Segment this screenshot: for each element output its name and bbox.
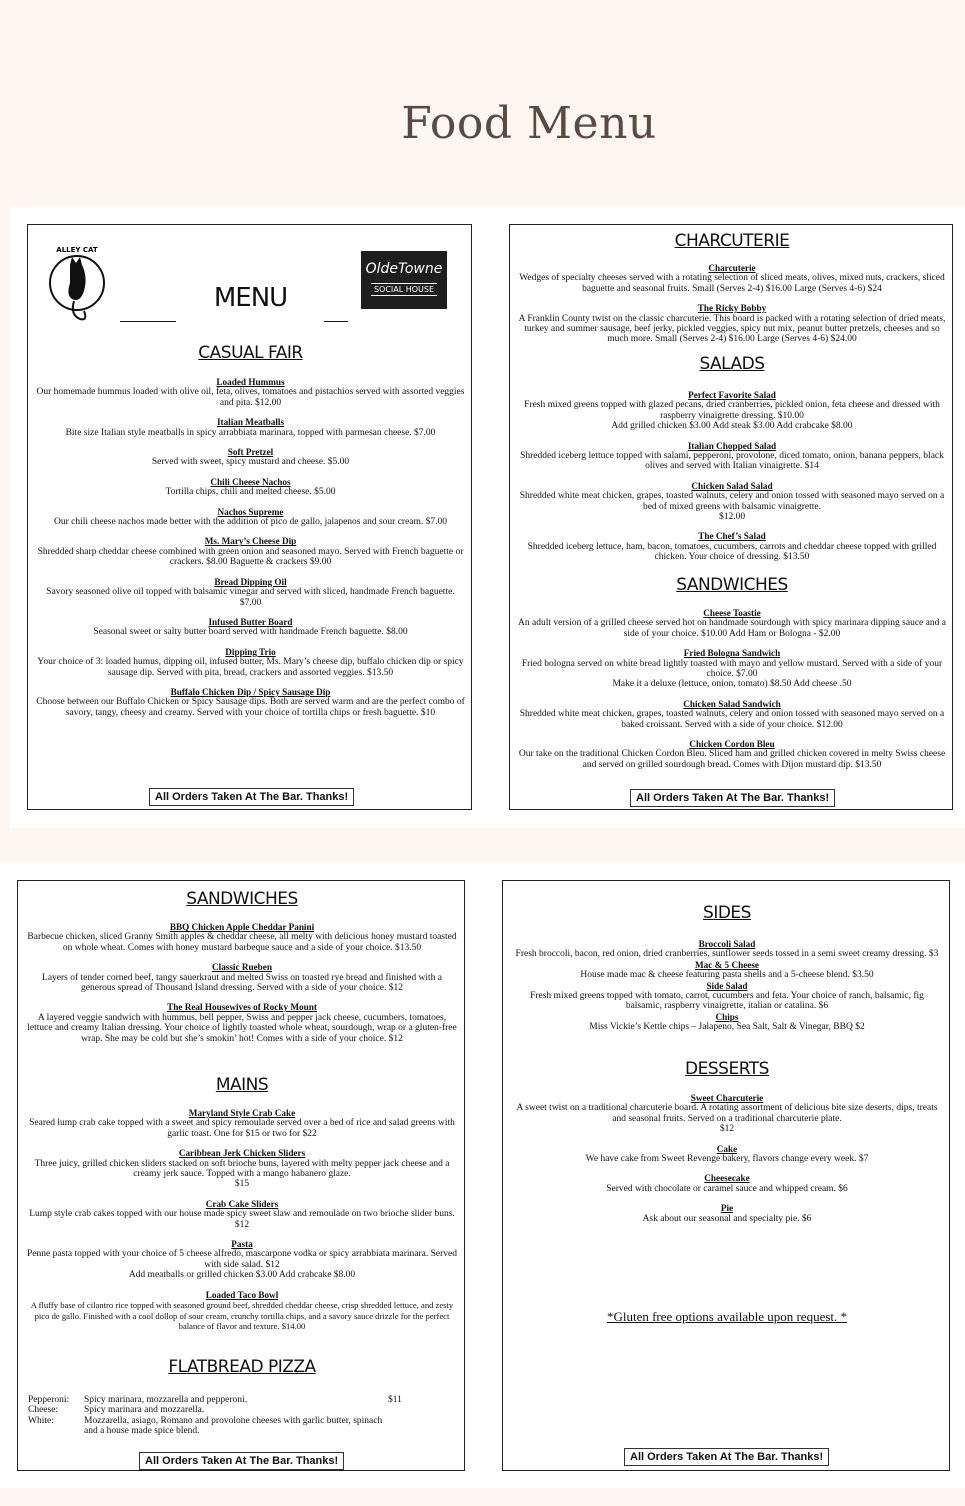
list-item [28,617,472,638]
list-item [503,1144,950,1165]
item-name: The Ricky Bobby [697,303,767,314]
list-item [503,1203,950,1224]
item-name: Fried Bologna Sandwich [683,648,781,659]
pizza-desc: Spicy marinara, mozzarella and pepperoni. [84,1395,248,1405]
orders-notice: All Orders Taken At The Bar. Thanks! [139,1452,344,1470]
section-mains: MAINS [215,1075,269,1095]
item-extra: $12.00 [718,512,746,523]
item-desc: Barbecue chicken, sliced Granny Smith apples & cheddar cheese, all melty with delicious honey mustard toasted on whole wheat. Comes with honey mustard barbeque sauce and a side of your choice. $13.50 [27,932,457,953]
list-item [28,1395,448,1405]
item-name: Cheesecake [704,1173,750,1184]
item-extra: $15 [234,1179,250,1190]
pizza-name: Cheese: [28,1405,59,1416]
item-name: Chili Cheese Nachos [210,476,291,487]
item-name: Nachos Supreme [217,506,284,517]
list-item [503,981,950,1012]
pizza-desc: Mozzarella, asiago, Romano and provolone cheeses with garlic butter, spinach and a house made spice blend. [84,1415,383,1437]
list-item [28,647,472,678]
item-name: Cheese Toastie [703,608,761,618]
item-desc: Served with chocolate or caramel sauce and whipped cream. $6 [606,1183,848,1194]
sandwiches-list [18,922,465,1044]
olde-towne-logo-line1: OldeTowne [365,261,443,277]
pizza-desc: Spicy marinara and mozzarella. [84,1405,205,1416]
list-item [510,648,953,690]
item-name: The Real Housewives of Rocky Mount [167,1002,317,1013]
list-item [510,481,953,523]
list-item [18,1199,465,1230]
gluten-free-note: *Gluten free options available upon request. * [606,1309,848,1324]
item-desc: Served with sweet, spicy mustard and cheese. $5.00 [151,457,350,468]
item-desc: A Franklin County twist on the classic charcuterie. This board is packed with a rotating selection of dried meats, turkey and summer sausage, beef jerky, pickled veggies, spicy nut mix, peanut butter pretzels, cheeses and so much more. Small (Serves 2-4) $16.00 Large (Serves 4-6) $24.00 [518,313,946,345]
list-item [510,303,953,345]
list-item [18,1108,465,1139]
menu-page-sandwiches-mains-pizza [17,880,465,1471]
list-item [510,699,953,730]
item-desc: Tortilla chips, chili and melted cheese. $5.00 [165,487,336,498]
section-desserts: DESSERTS [685,1059,769,1079]
menu-page-casual-fair [27,224,472,810]
item-name: Side Salad [706,980,748,991]
item-name: Chicken Salad Sandwich [683,698,781,709]
orders-notice: All Orders Taken At The Bar. Thanks! [149,788,354,806]
list-item [28,477,472,498]
item-desc: Ask about our seasonal and specialty pie. $6 [642,1213,812,1224]
item-desc: We have cake from Sweet Revenge bakery, flavors change every week. $7 [585,1154,869,1165]
list-item [503,1012,950,1033]
list-item [510,390,953,432]
list-item [510,608,953,639]
list-item [28,1416,448,1437]
olde-towne-logo-line2: SOCIAL HOUSE [371,283,437,296]
list-item [28,507,472,528]
list-item [510,441,953,472]
item-name: Buffalo Chicken Dip / Spicy Sausage Dip [170,686,331,697]
item-desc: Shredded sharp cheddar cheese combined with green onion and seasoned mayo. Served with French baguette or crackers. $8.00 Baguette & crackers $9.00 [37,546,464,568]
menu-heading-rule-right [324,321,348,322]
item-name: Charcuterie [708,263,756,273]
list-item [503,960,950,981]
list-item [28,687,472,718]
item-desc: Fresh mixed greens topped with tomato, carrot, cucumbers and feta. Your choice of ranch, balsamic, fig balsamic, raspberry vinaigrette, italian or catalina. $6 [530,991,924,1012]
item-name: Soft Pretzel [227,447,274,458]
item-desc: A fluffy base of cilantro rice topped with seasoned ground beef, shredded cheddar cheese, crisp shredded lettuce, and zesty pico de gallo. Finished with a cool dollop of sour cream, crunchy tortilla chips, and a savory sauce drizzle for the perfect balance of flavor and texture. $14.00 [30,1300,454,1331]
item-desc: Choose between our Buffalo Chicken or Spicy Sausage dips. Both are served warm and are the perfect combo of savory, tangy, cheesy and creamy. Served with your choice of tortilla chips or fresh baguette. $10 [36,697,465,718]
item-name: Italian Chopped Salad [687,440,777,451]
item-desc: Three juicy, grilled chicken sliders stacked on soft brioche buns, layered with melty pepper jack cheese and a creamy jerk sauce. Topped with a mango habanero glaze. [34,1158,450,1180]
item-extra: Make it a deluxe (lettuce, onion, tomato) $8.50 Add cheese .50 [612,679,852,690]
item-name: Classic Rueben [212,962,272,973]
list-item [18,922,465,953]
item-desc: Fresh broccoli, bacon, red onion, dried cranberries, sunflower seeds tossed in a semi sweet creamy dressing. $3 [515,949,939,960]
pizza-name: White: [28,1415,54,1426]
item-desc: A sweet twist on a traditional charcuterie board. A rotating assortment of delicious bite size deserts, dips, treats and seasonal fruits. Served on a traditional charcuterie plate. [516,1103,938,1124]
item-name: Mac & 5 Cheese [694,959,760,970]
page-title: Food Menu [401,98,657,149]
item-name: Sweet Charcuterie [690,1093,764,1103]
desserts-list [503,1093,950,1224]
list-item [28,577,472,608]
item-desc: Shredded white meat chicken, grapes, toasted walnuts, celery and onion tossed with seasoned mayo served on a bed of mixed greens with balsamic vinaigrette. [519,491,945,512]
orders-notice: All Orders Taken At The Bar. Thanks! [624,1448,829,1466]
item-name: Chicken Cordon Bleu [689,739,775,750]
item-name: Cake [716,1143,738,1154]
list-item [510,739,953,770]
section-sandwiches: SANDWICHES [186,889,298,909]
item-desc: Savory seasoned olive oil topped with balsamic vinegar and served with sliced, handmade French baguette. $7.00 [46,587,455,608]
svg-text:ALLEY CAT: ALLEY CAT [56,246,98,254]
item-desc: Miss Vickie’s Kettle chips – Jalapeno, Sea Salt, Salt & Vinegar, BBQ $2 [589,1022,865,1033]
item-desc: Lump style crab cakes topped with our house made spicy sweet slaw and remoulade on two brioche slider buns. $12 [29,1209,455,1230]
list-item [28,377,472,408]
list-item [503,939,950,960]
item-extra: $12 [719,1124,735,1135]
orders-notice: All Orders Taken At The Bar. Thanks! [630,789,835,807]
section-casual-fair: CASUAL FAIR [198,343,303,363]
item-desc: Fried bologna served on white bread lightly toasted with mayo and yellow mustard. Served with a side of your choice. $7.00 [521,658,943,680]
sandwiches-list [510,608,953,770]
item-name: Chicken Salad Salad [691,480,773,491]
item-desc: Our take on the traditional Chicken Cordon Bleu. Sliced ham and grilled chicken covered in melty Swiss cheese and served on grilled sourdough bread. Comes with Dijon mustard dip. $13.50 [518,749,946,770]
item-desc: House made mac & cheese featuring pasta shells and a 5-cheese blend. $3.50 [580,970,874,981]
item-name: Chips [715,1011,739,1022]
item-desc: Seared lump crab cake topped with a sweet and spicy remoulade served over a bed of rice and salad greens with garlic toast. One for $15 or two for $22 [29,1118,455,1139]
item-name: Maryland Style Crab Cake [188,1108,296,1118]
list-item [28,417,472,438]
list-item [503,1173,950,1194]
sides-list [503,939,950,1033]
item-desc: Layers of tender corned beef, tangy sauerkraut and melted Swiss on toasted rye bread and finished with a generous spread of Thousand Island dressing. Served with a side of your choice. $12 [42,972,442,994]
item-desc: Penne pasta topped with your choice of 5 cheese alfredo, mascarpone vodka or spicy arrabbiata marinara. Served with side salad. $12 [27,1249,457,1270]
charcuterie-list [510,263,953,345]
item-desc: Shredded white meat chicken, grapes, toasted walnuts, celery and onion tossed with seasoned mayo served on a baked croissant. Served with a side of your choice. $12.00 [519,709,945,730]
item-desc: Fresh mixed greens topped with glazed pecans, dried cranberries, pickled onion, feta cheese and dressed with raspberry vinaigrette dressing. $10.00 [524,400,940,421]
section-sides: SIDES [703,903,751,923]
item-extra: Add grilled chicken $3.00 Add steak $3.00 Add crabcake $8.00 [611,421,853,432]
menu-page-charcuterie-salads-sandwiches [509,224,953,810]
item-name: Loaded Hummus [216,377,285,387]
list-item [18,1148,465,1190]
pizza-price [388,1416,448,1437]
item-desc: Your choice of 3: loaded humus, dipping oil, infused butter, Ms. Mary’s cheese dip, buffalo chicken dip or spicy sausage dip. Served with pita, bread, crackers and assorted veggies. $13.50 [37,657,464,678]
list-item [28,1405,448,1415]
list-item [503,1093,950,1135]
list-item [18,962,465,993]
casual-fair-list [28,377,472,727]
list-item [28,536,472,567]
item-desc: Bite size Italian style meatballs in spicy arrabbiata marinara, topped with parmesan cheese. $7.00 [65,427,436,438]
item-name: Italian Meatballs [216,417,285,428]
section-flatbread-pizza: FLATBREAD PIZZA [168,1357,316,1377]
pizza-price: $11 [388,1395,402,1405]
item-name: BBQ Chicken Apple Cheddar Panini [169,922,315,932]
list-item [18,1290,465,1332]
item-name: Bread Dipping Oil [214,576,287,587]
pizza-name: Pepperoni: [28,1395,70,1405]
item-name: Loaded Taco Bowl [205,1289,279,1300]
item-desc: An adult version of a grilled cheese served hot on handmade sourdough with spicy marinara dipping sauce and a side of your choice. $10.00 Add Ham or Bologna - $2.00 [518,618,946,639]
menu-heading: MENU [213,283,288,313]
list-item [510,263,953,294]
item-name: Ms. Mary’s Cheese Dip [204,536,297,547]
item-name: Pie [720,1203,734,1214]
item-desc: Shredded iceberg lettuce, ham, bacon, tomatoes, cucumbers, carrots and cheddar cheese topped with grilled chicken. Your choice of dressing. $13.50 [527,541,937,563]
item-extra: Add meatballs or grilled chicken $3.00 Add crabcake $8.00 [128,1270,356,1281]
list-item [28,447,472,468]
mains-list [18,1108,465,1331]
list-item [18,1239,465,1281]
item-name: Perfect Favorite Salad [688,390,776,400]
item-desc: Our homemade hummus loaded with olive oil, feta, olives, tomatoes and pistachios served with assorted veggies and pita. $12.00 [36,387,465,408]
item-name: Pasta [231,1239,253,1250]
pizza-price [388,1405,448,1415]
section-charcuterie: CHARCUTERIE [674,231,790,251]
list-item [18,1002,465,1044]
item-name: Infused Butter Board [208,616,293,627]
item-name: Crab Cake Sliders [205,1198,279,1209]
list-item [510,531,953,562]
section-salads: SALADS [699,354,765,374]
item-name: Broccoli Salad [698,939,756,949]
item-desc: A layered veggie sandwich with hummus, bell pepper, Swiss and pepper jack cheese, cucumbers, tomatoes, lettuce and creamy Italian dressing. Your choice of lightly toasted whole wheat, sourdough, wrap or a gluten-free wrap. She may be cold but she’s smokin’ hot! Comes with a side of your choice. $12 [27,1012,457,1044]
section-sandwiches: SANDWICHES [676,575,788,595]
item-desc: Our chili cheese nachos made better with the addition of pico de gallo, jalapenos and sour cream. $7.00 [53,517,448,528]
menu-heading-rule-left [120,321,176,322]
item-name: Dipping Trio [225,646,276,657]
salads-list [510,390,953,563]
pizza-list [28,1395,448,1437]
item-desc: Seasonal sweet or salty butter board served with handmade French baguette. $8.00 [93,627,408,638]
item-name: Caribbean Jerk Chicken Sliders [178,1148,306,1159]
item-desc: Shredded iceberg lettuce topped with salami, pepperoni, provolone, diced tomato, onion, banana peppers, black olives and served with Italian vinaigrette. $14 [520,451,944,472]
menu-page-sides-desserts [502,880,950,1471]
item-name: The Chef’s Salad [698,531,766,542]
item-desc: Wedges of specialty cheeses served with a rotating selection of sliced meats, olives, mixed nuts, crackers, sliced baguette and seasonal fruits. Small (Serves 2-4) $16.00 Large (Serves 4-6) $24 [519,273,945,294]
